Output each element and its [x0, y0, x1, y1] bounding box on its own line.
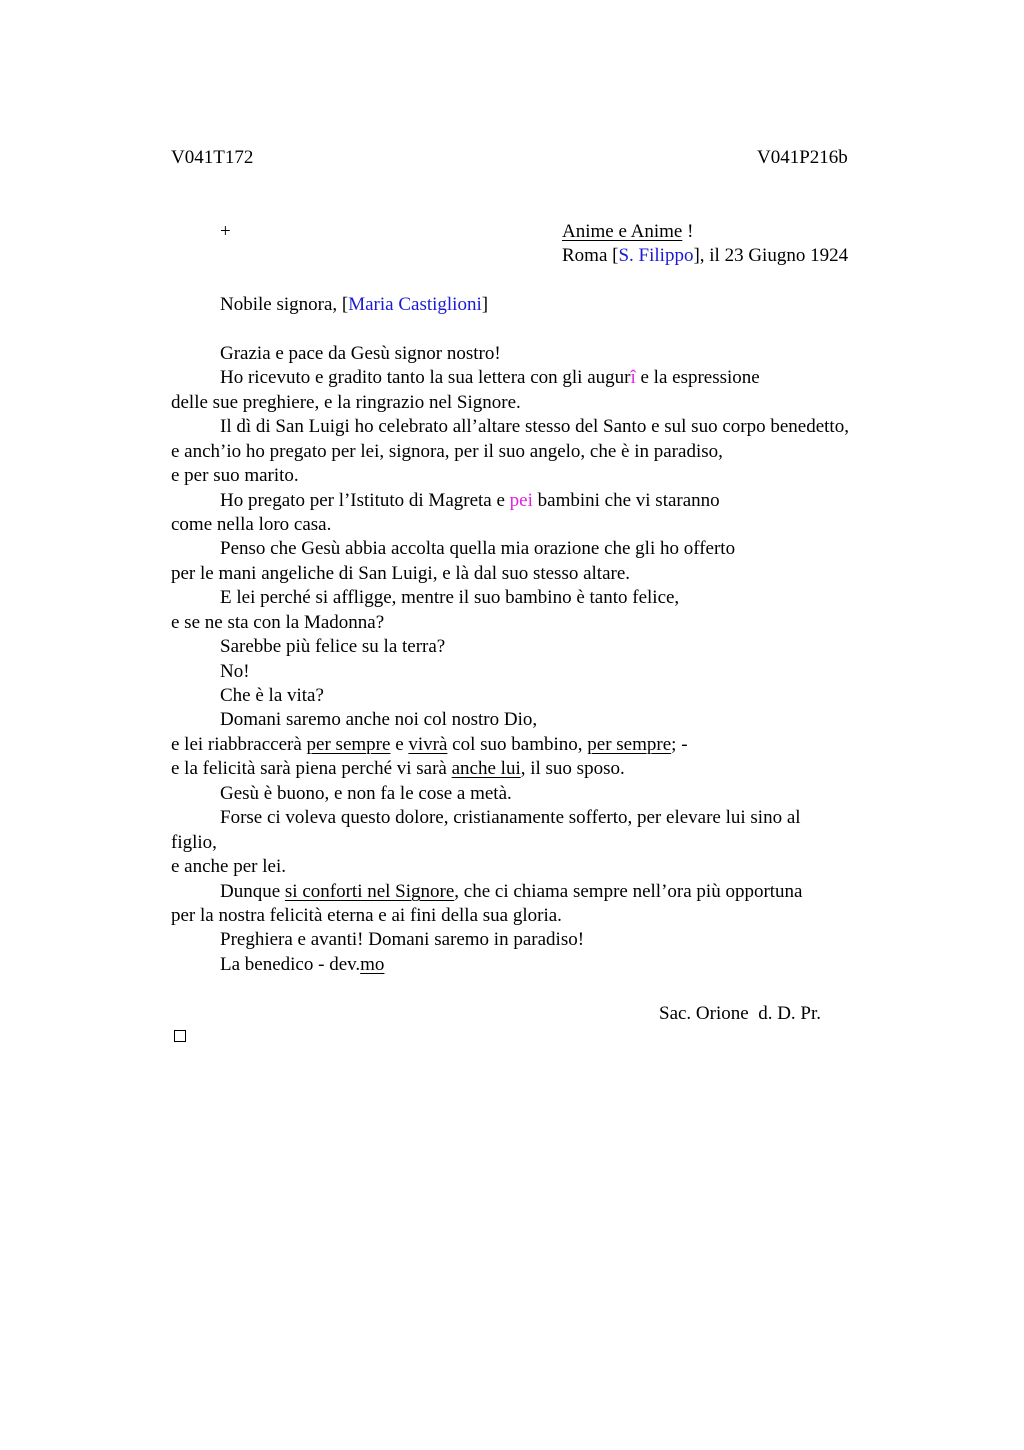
body-line: delle sue preghiere, e la ringrazio nel Signore. — [171, 392, 521, 413]
body-line: Il dì di San Luigi ho celebrato all’altare stesso del Santo e sul suo corpo benedetto, — [220, 416, 849, 437]
body-text: La benedico - dev. — [220, 954, 361, 975]
motto-text: Anime e Anime — [562, 221, 683, 242]
body-text: e la felicità sarà piena perché vi sarà — [171, 758, 452, 779]
body-line: e anch’io ho pregato per lei, signora, per il suo angelo, che è in paradiso, — [171, 441, 723, 462]
body-line: E lei perché si affligge, mentre il suo bambino è tanto felice, — [220, 587, 680, 608]
body-text: ; - — [671, 734, 688, 755]
body-line: Gesù è buono, e non fa le cose a metà. — [220, 783, 512, 804]
body-underlined: per sempre — [587, 734, 672, 755]
motto — [562, 220, 693, 244]
salutation-before: Nobile signora, [ — [220, 294, 349, 315]
body-line: Domani saremo anche noi col nostro Dio, — [220, 709, 538, 730]
body-text: e lei riabbraccerà — [171, 734, 307, 755]
body-line: Sarebbe più felice su la terra? — [220, 636, 446, 657]
signature: Sac. Orione d. D. Pr. — [659, 1003, 822, 1024]
place-date — [562, 244, 848, 268]
body-line: Grazia e pace da Gesù signor nostro! — [220, 343, 501, 364]
body-line: come nella loro casa. — [171, 514, 332, 535]
body-note: î — [630, 367, 636, 388]
motto-after: ! — [682, 221, 694, 242]
salutation — [220, 293, 488, 317]
header-left-code: V041T172 — [171, 147, 254, 168]
header-right-code: V041P216b — [757, 147, 848, 168]
body-text: , il suo sposo. — [520, 758, 625, 779]
body-text: Ho ricevuto e gradito tanto la sua lettera con gli augur — [220, 367, 631, 388]
body-line: Che è la vita? — [220, 685, 324, 706]
body-underlined: mo — [360, 954, 385, 975]
body-line: e anche per lei. — [171, 856, 286, 877]
body-line: per la nostra felicità eterna e ai fini della sua gloria. — [171, 905, 562, 926]
body-line: figlio, — [171, 832, 217, 853]
body-text: Ho pregato per l’Istituto di Magreta e — [220, 490, 510, 511]
cross-mark: + — [220, 221, 231, 242]
body-text: bambini che vi staranno — [532, 490, 720, 511]
place-name: S. Filippo — [618, 245, 694, 266]
body-text: Dunque — [220, 881, 285, 902]
body-text: e la espressione — [635, 367, 760, 388]
body-text: , che ci chiama sempre nell’ora più opportuna — [454, 881, 803, 902]
body-line: Forse ci voleva questo dolore, cristianamente sofferto, per elevare lui sino al — [220, 807, 801, 828]
body-line: e per suo marito. — [171, 465, 299, 486]
body-underlined: vivrà — [408, 734, 448, 755]
body-text: col suo bambino, — [447, 734, 588, 755]
body-underlined: per sempre — [306, 734, 391, 755]
body-line — [171, 733, 688, 757]
body-line: Preghiera e avanti! Domani saremo in paradiso! — [220, 929, 585, 950]
body-line: e se ne sta con la Madonna? — [171, 612, 385, 633]
body-line — [171, 757, 625, 781]
body-line — [220, 953, 384, 977]
body-line — [220, 366, 760, 390]
body-line: Penso che Gesù abbia accolta quella mia orazione che gli ho offerto — [220, 538, 736, 559]
body-line: No! — [220, 661, 250, 682]
salutation-after: ] — [481, 294, 489, 315]
body-text: e — [390, 734, 409, 755]
place-date-before: Roma [ — [562, 245, 619, 266]
recipient-name: Maria Castiglioni — [348, 294, 482, 315]
body-underlined: anche lui — [451, 758, 521, 779]
body-line — [220, 880, 803, 904]
body-note: pei — [509, 490, 533, 511]
body-line — [220, 489, 720, 513]
body-line: per le mani angeliche di San Luigi, e là dal suo stesso altare. — [171, 563, 631, 584]
square-outline-icon — [174, 1030, 186, 1042]
place-date-after: ], il 23 Giugno 1924 — [693, 245, 849, 266]
body-underlined: si conforti nel Signore — [284, 881, 455, 902]
